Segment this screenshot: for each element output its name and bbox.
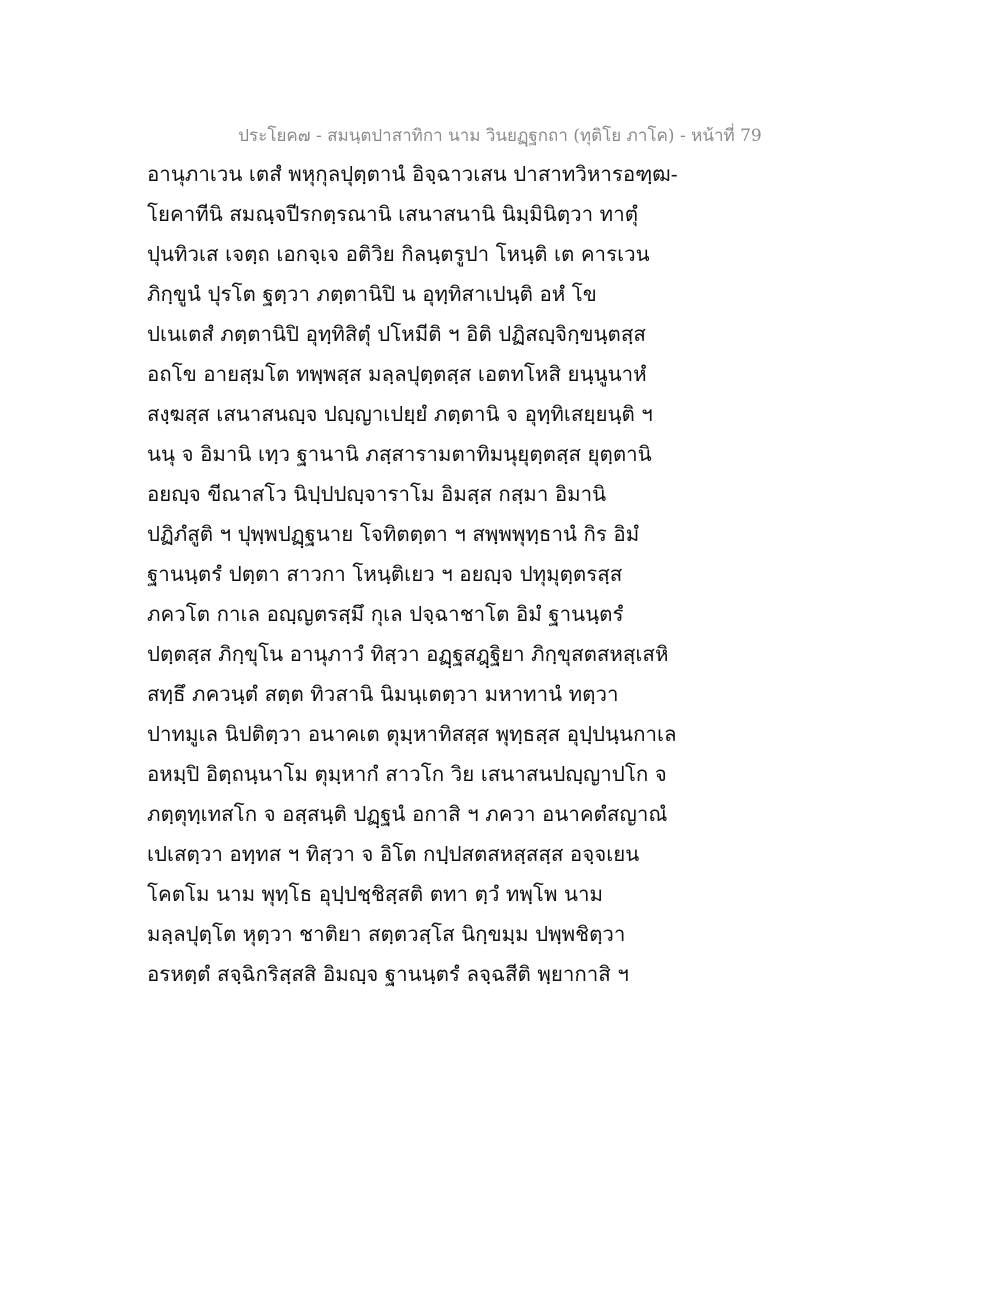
text-line: อยญฺจ ขีณาสโว นิปฺปปญฺจาราโม อิมสฺส กสฺมา อิมานิ bbox=[147, 482, 607, 506]
text-line: ภตฺตุทฺเทสโก จ อสฺสนฺติ ปฏฺฐนํ อกาสิ ฯ ภควา อนาคตํสญาณํ bbox=[147, 802, 668, 826]
text-line: นนุ จ อิมานิ เทฺว ฐานานิ ภสฺสารามตาทิมนุยุตฺตสฺส ยุตฺตานิ bbox=[147, 442, 652, 466]
text-line: ภิกฺขูนํ ปุรโต ฐตฺวา ภตฺตานิปิ น อุทฺทิสาเปนฺติ อหํ โข bbox=[147, 282, 597, 306]
text-line: อหมฺปิ อิตฺถนฺนาโม ตุมฺหากํ สาวโก วิย เสนาสนปญฺญาปโก จ bbox=[147, 762, 667, 786]
text-line: ปเนเตสํ ภตฺตานิปิ อุทฺทิสิตุํ ปโหมีติ ฯ อิติ ปฏิสญฺจิกฺขนฺตสฺส bbox=[147, 322, 646, 346]
text-line: อรหตฺตํ สจฺฉิกริสฺสสิ อิมญฺจ ฐานนฺตรํ ลจฺฉสีติ พฺยากาสิ ฯ bbox=[147, 962, 629, 986]
text-line: โยคาทีนิ สมณฺจปีรกตฺรณานิ เสนาสนานิ นิมฺมินิตฺวา ทาตุํ bbox=[147, 202, 639, 226]
text-line: สทฺธึ ภควนฺตํ สตฺต ทิวสานิ นิมนฺเตตฺวา มหาทานํ ทตฺวา bbox=[147, 682, 619, 706]
text-line: สงฺฆสฺส เสนาสนญฺจ ปญฺญาเปยฺยํ ภตฺตานิ จ อุทฺทิเสยฺยนฺติ ฯ bbox=[147, 402, 653, 426]
text-line: เปเสตฺวา อทฺทส ฯ ทิสฺวา จ อิโต กปฺปสตสหสฺสสฺส อจฺจเยน bbox=[147, 842, 640, 866]
text-line: ปาทมูเล นิปติตฺวา อนาคเต ตุมฺหาทิสสฺส พุทฺธสฺส อุปฺปนฺนกาเล bbox=[147, 722, 677, 746]
text-line: มลฺลปุตฺโต หุตฺวา ชาติยา สตฺตวสฺโส นิกฺขมฺม ปพฺพชิตฺวา bbox=[147, 922, 626, 946]
text-line: อถโข อายสฺมโต ทพฺพสฺส มลฺลปุตฺตสฺส เอตทโหสิ ยนฺนูนาหํ bbox=[147, 362, 647, 386]
text-line: ปุนทิวเส เจตฺถ เอกจฺเจ อติวิย กิลนฺตรูปา โหนฺติ เต คารเวน bbox=[147, 242, 650, 266]
text-line: โคตโม นาม พุทฺโธ อุปฺปชฺชิสฺสติ ตทา ตฺวํ ทพฺโพ นาม bbox=[147, 882, 604, 906]
text-line: ภควโต กาเล อญฺญตรสฺมึ กุเล ปจฺฉาชาโต อิมํ ฐานนฺตรํ bbox=[147, 602, 624, 626]
text-line: ปตฺตสฺส ภิกฺขุโน อานุภาวํ ทิสฺวา อฏฺฐสฎฺฐิยา ภิกฺขุสตสหสฺเสหิ bbox=[147, 642, 669, 666]
text-line: ปฏิภํสูติ ฯ ปุพฺพปฏฺฐนาย โจทิตตฺตา ฯ สพฺพพุทฺธานํ กิร อิมํ bbox=[147, 522, 640, 546]
text-line: อานุภาเวน เตสํ พหุกุลปุตฺตานํ อิจฺฉาวเสน ปาสาทวิหารอฑฺฒ- bbox=[147, 162, 678, 186]
body-text bbox=[147, 154, 687, 994]
running-header: ประโยค๗ - สมนฺตปาสาทิกา นาม วินยฏฺฐกถา (ทุติโย ภาโค) - หน้าที่ 79 bbox=[238, 126, 762, 146]
text-line: ฐานนฺตรํ ปตฺตา สาวกา โหนฺติเยว ฯ อยญฺจ ปทุมุตฺตรสฺส bbox=[147, 562, 623, 586]
